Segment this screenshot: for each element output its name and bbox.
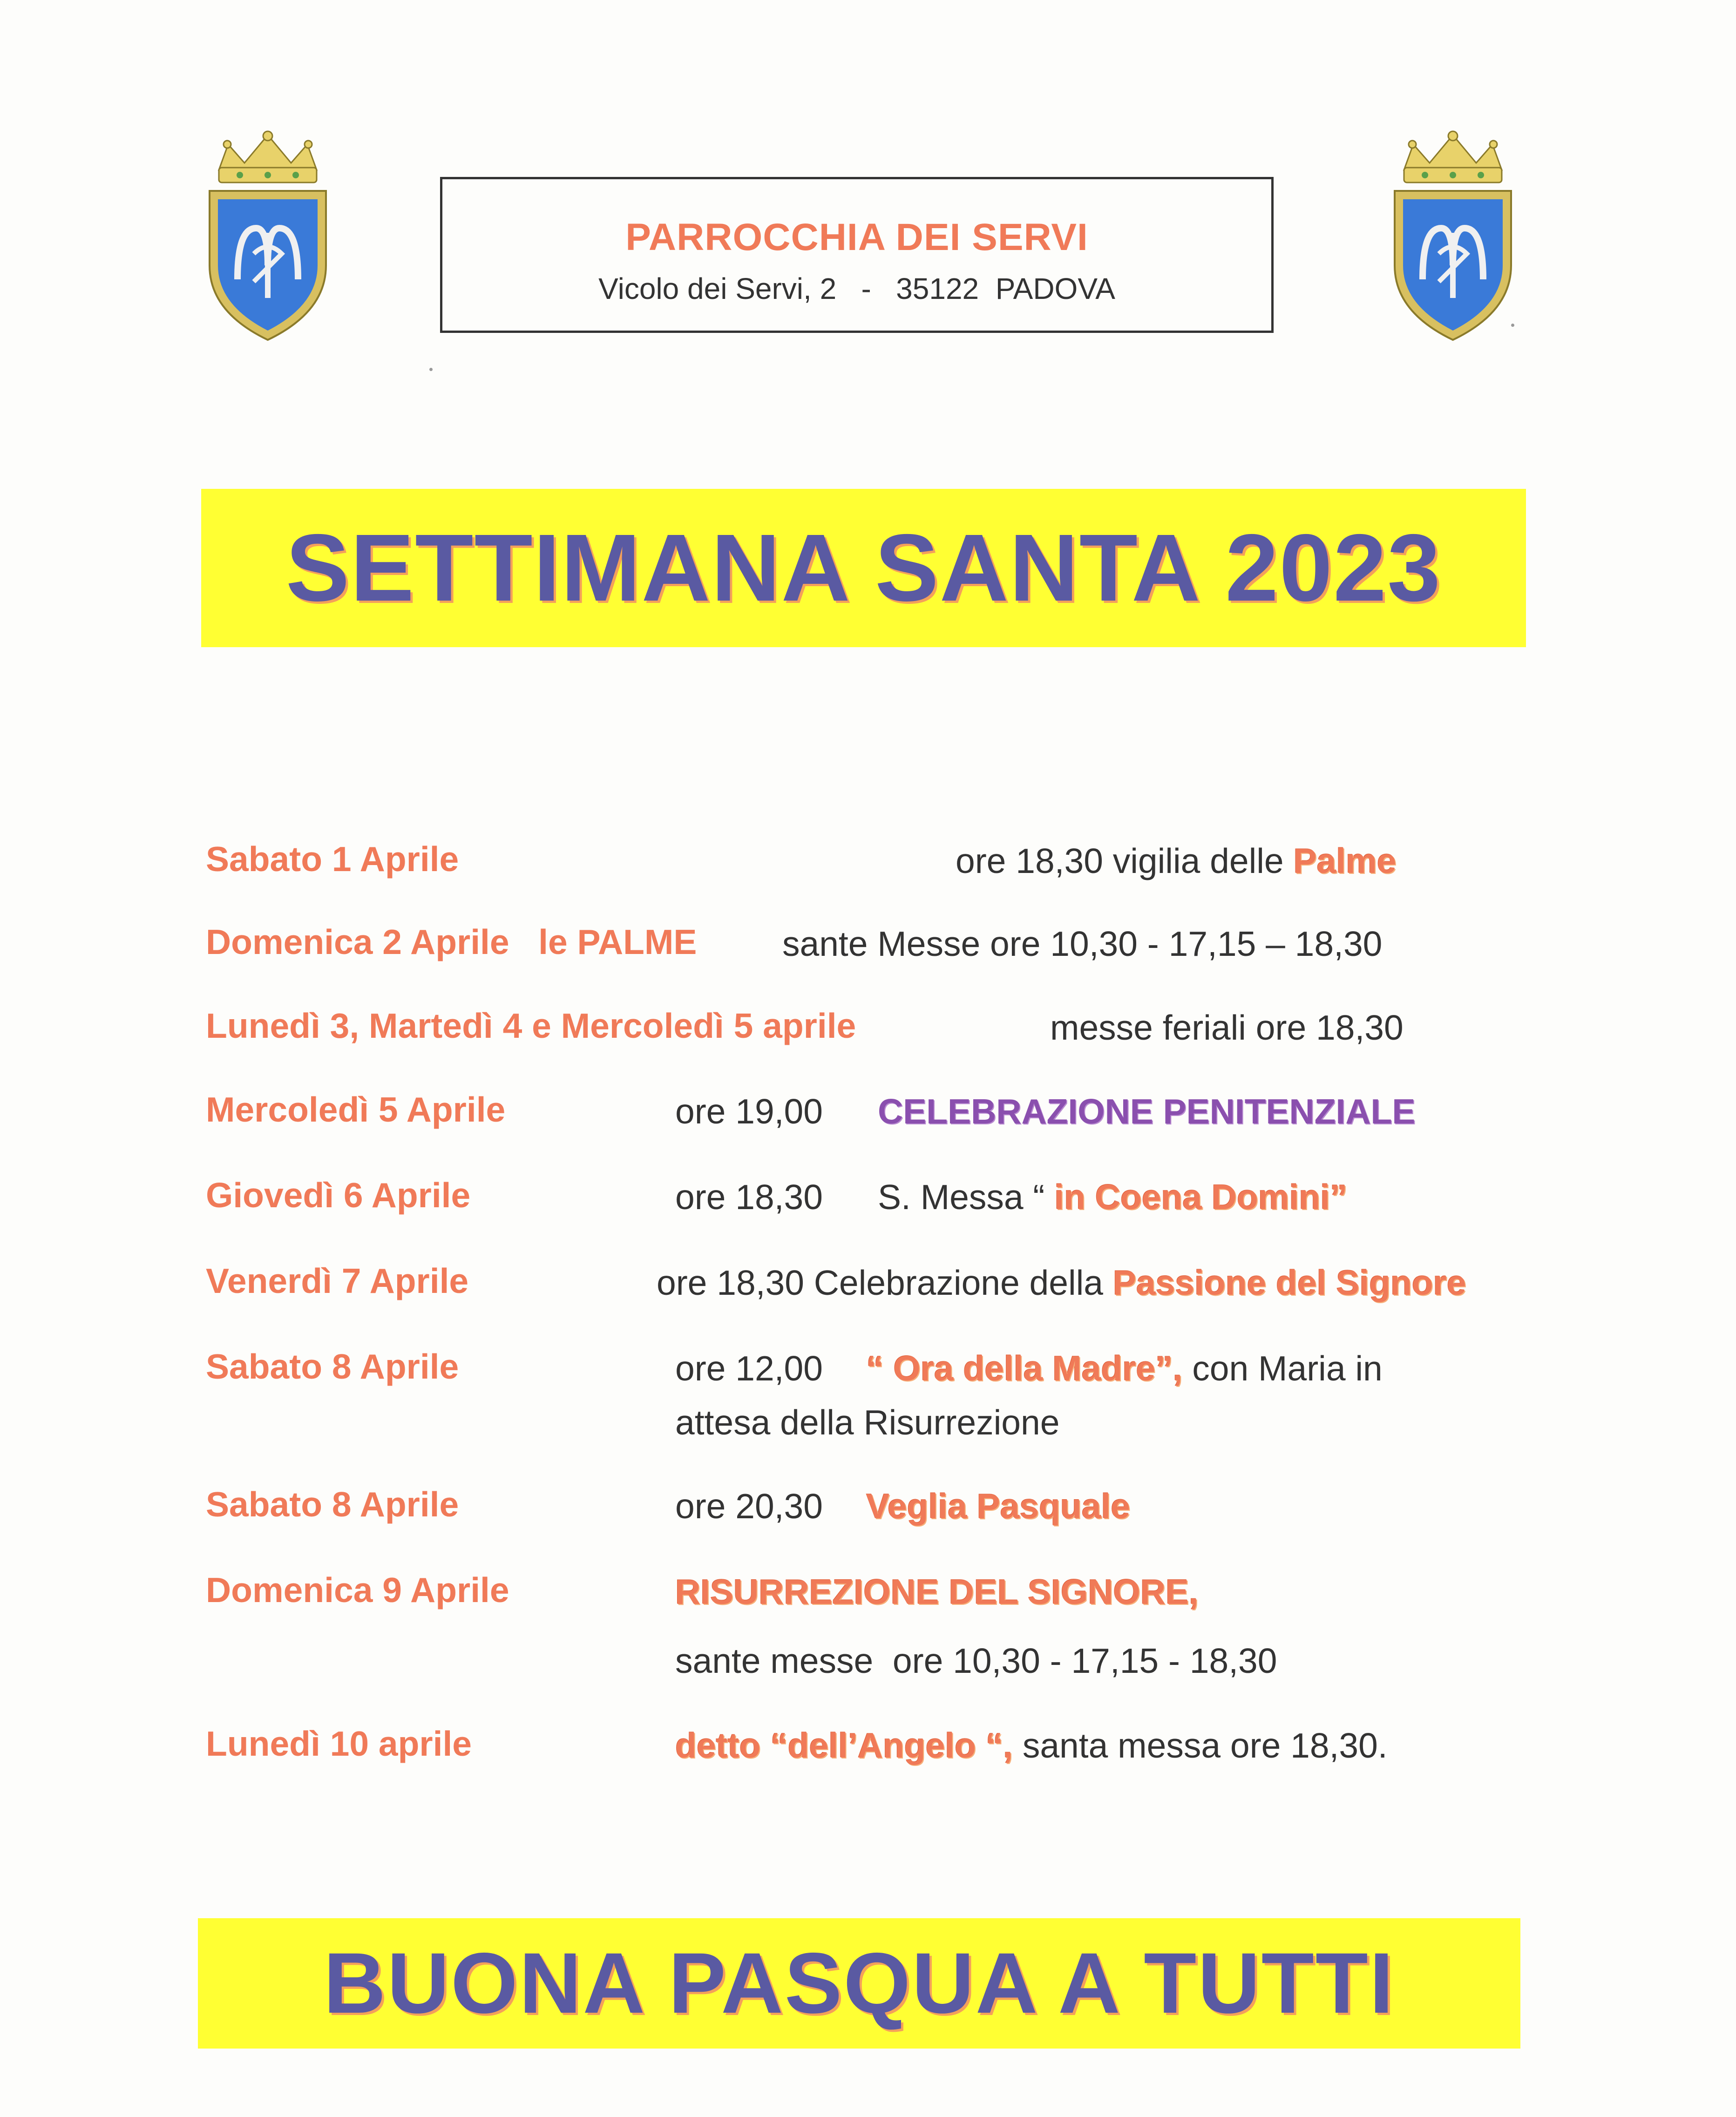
parish-header (440, 177, 1274, 333)
schedule-detail: S. Messa “ in Coena Domini” (878, 1177, 1348, 1217)
schedule-detail: ore 18,30 Celebrazione della Passione del Signore (657, 1263, 1466, 1302)
schedule-highlight: RISURREZIONE DEL SIGNORE, (675, 1572, 1199, 1611)
parish-name: PARROCCHIA DEI SERVI (625, 216, 1088, 258)
schedule-day: Sabato 8 Aprile (206, 1485, 459, 1524)
page-title: SETTIMANA SANTA 2023 (201, 489, 1526, 647)
schedule-day: Mercoledì 5 Aprile (206, 1090, 506, 1129)
schedule-day: Lunedì 10 aprile (206, 1724, 472, 1763)
crest-left-icon (200, 126, 335, 345)
schedule-highlight: in Coena Domini” (1054, 1177, 1348, 1217)
footer-greeting: BUONA PASQUA A TUTTI (198, 1918, 1520, 2049)
schedule-day: Sabato 8 Aprile (206, 1347, 459, 1386)
schedule-highlight: CELEBRAZIONE PENITENZIALE (878, 1092, 1416, 1131)
schedule-time: ore 20,30 (675, 1487, 823, 1526)
schedule-detail: ore 18,30 vigilia delle Palme (956, 841, 1397, 880)
schedule-time: ore 18,30 (675, 1177, 823, 1217)
schedule-highlight: Veglia Pasquale (866, 1487, 1130, 1526)
schedule-detail: “ Ora della Madre”, con Maria in (866, 1349, 1383, 1388)
scan-speck (429, 368, 433, 371)
schedule-detail: sante Messe ore 10,30 - 17,15 – 18,30 (782, 924, 1383, 963)
schedule-time: ore 19,00 (675, 1092, 823, 1131)
schedule-detail: detto “dell’Angelo “, santa messa ore 18,30. (675, 1726, 1388, 1765)
schedule-highlight: Palme (1293, 841, 1397, 880)
schedule-highlight: Passione del Signore (1112, 1263, 1466, 1302)
crest-right-icon (1385, 126, 1520, 345)
schedule-highlight: detto “dell’Angelo “, (675, 1726, 1013, 1765)
scan-speck (1511, 324, 1514, 327)
schedule-detail-line2: sante messe ore 10,30 - 17,15 - 18,30 (675, 1641, 1277, 1680)
schedule-time: ore 12,00 (675, 1349, 823, 1388)
schedule-day: Domenica 2 Aprile le PALME (206, 922, 697, 961)
schedule-day: Sabato 1 Aprile (206, 839, 459, 879)
schedule-detail-line2: attesa della Risurrezione (675, 1403, 1060, 1442)
schedule-day: Domenica 9 Aprile (206, 1570, 509, 1610)
schedule-detail: messe feriali ore 18,30 (1050, 1008, 1404, 1047)
schedule-day: Giovedì 6 Aprile (206, 1176, 471, 1215)
schedule-day: Venerdì 7 Aprile (206, 1261, 469, 1300)
schedule-highlight: “ Ora della Madre”, (866, 1349, 1183, 1388)
parish-address: Vicolo dei Servi, 2 - 35122 PADOVA (598, 272, 1115, 305)
schedule-day: Lunedì 3, Martedì 4 e Mercoledì 5 aprile (206, 1006, 856, 1045)
